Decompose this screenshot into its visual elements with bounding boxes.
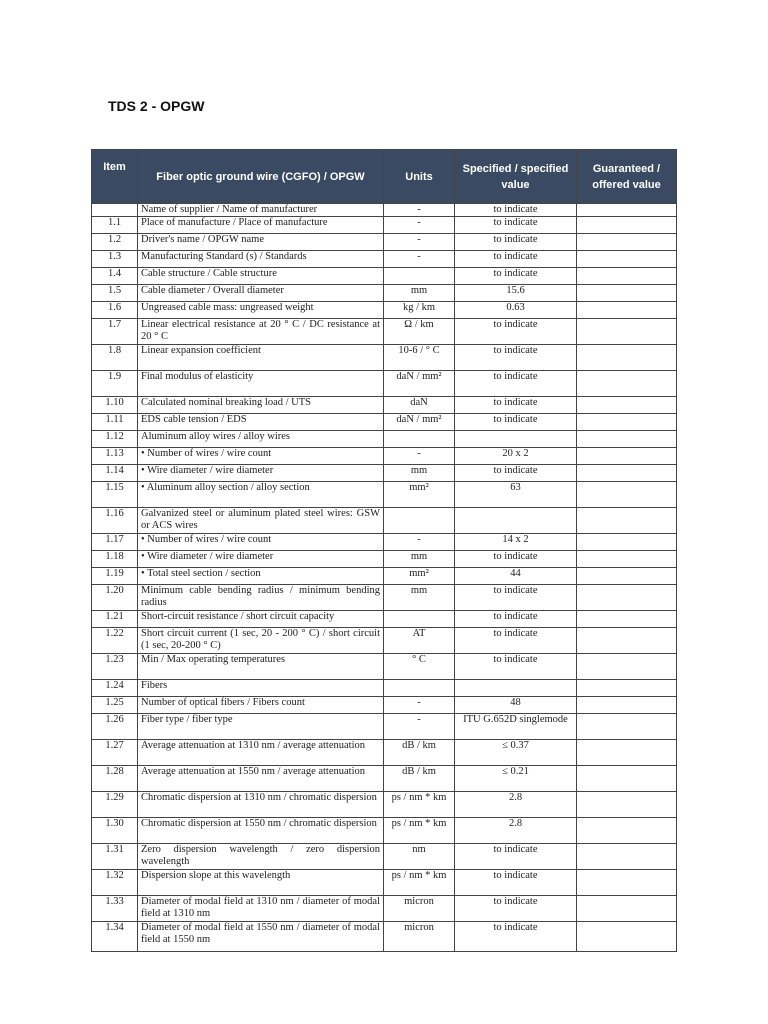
row-item-number: 1.34 bbox=[92, 922, 138, 952]
row-item-number: 1.24 bbox=[92, 680, 138, 697]
row-guaranteed-value bbox=[577, 431, 677, 448]
row-description: Manufacturing Standard (s) / Standards bbox=[138, 251, 384, 268]
row-guaranteed-value bbox=[577, 792, 677, 818]
row-description: • Number of wires / wire count bbox=[138, 448, 384, 465]
row-description: Number of optical fibers / Fibers count bbox=[138, 697, 384, 714]
row-description: Chromatic dispersion at 1550 nm / chromatic dispersion bbox=[138, 818, 384, 844]
row-guaranteed-value bbox=[577, 628, 677, 654]
row-unit: AT bbox=[384, 628, 455, 654]
header-row bbox=[92, 150, 677, 204]
row-specified-value: to indicate bbox=[455, 319, 577, 345]
row-description: • Wire diameter / wire diameter bbox=[138, 465, 384, 482]
row-specified-value: to indicate bbox=[455, 585, 577, 611]
row-description: Cable structure / Cable structure bbox=[138, 268, 384, 285]
header-item: Item bbox=[92, 150, 138, 204]
table-row bbox=[92, 448, 677, 465]
row-specified-value: 2.8 bbox=[455, 792, 577, 818]
row-item-number: 1.1 bbox=[92, 217, 138, 234]
row-unit: 10-6 / ° C bbox=[384, 345, 455, 371]
row-description: Ungreased cable mass: ungreased weight bbox=[138, 302, 384, 319]
row-guaranteed-value bbox=[577, 204, 677, 217]
table-row bbox=[92, 697, 677, 714]
row-guaranteed-value bbox=[577, 585, 677, 611]
table-row bbox=[92, 371, 677, 397]
row-item-number: 1.25 bbox=[92, 697, 138, 714]
row-item-number: 1.22 bbox=[92, 628, 138, 654]
row-guaranteed-value bbox=[577, 371, 677, 397]
table-row bbox=[92, 568, 677, 585]
row-guaranteed-value bbox=[577, 818, 677, 844]
row-specified-value bbox=[455, 508, 577, 534]
row-description: Chromatic dispersion at 1310 nm / chromatic dispersion bbox=[138, 792, 384, 818]
row-description: Minimum cable bending radius / minimum bending radius bbox=[138, 585, 384, 611]
row-description: Linear electrical resistance at 20 ° C / DC resistance at 20 ° C bbox=[138, 319, 384, 345]
table-row bbox=[92, 628, 677, 654]
row-description: Short circuit current (1 sec, 20 - 200 ° C) / short circuit (1 sec, 20-200 ° C) bbox=[138, 628, 384, 654]
table-row bbox=[92, 534, 677, 551]
row-specified-value: 15.6 bbox=[455, 285, 577, 302]
header-description: Fiber optic ground wire (CGFO) / OPGW bbox=[138, 150, 384, 204]
table-row bbox=[92, 766, 677, 792]
row-unit: ps / nm * km bbox=[384, 818, 455, 844]
row-item-number: 1.6 bbox=[92, 302, 138, 319]
row-description: Driver's name / OPGW name bbox=[138, 234, 384, 251]
row-item-number: 1.11 bbox=[92, 414, 138, 431]
row-guaranteed-value bbox=[577, 285, 677, 302]
row-description: Cable diameter / Overall diameter bbox=[138, 285, 384, 302]
row-guaranteed-value bbox=[577, 766, 677, 792]
row-guaranteed-value bbox=[577, 714, 677, 740]
row-unit: ps / nm * km bbox=[384, 870, 455, 896]
row-description: • Wire diameter / wire diameter bbox=[138, 551, 384, 568]
row-specified-value: to indicate bbox=[455, 345, 577, 371]
row-description: Place of manufacture / Place of manufacture bbox=[138, 217, 384, 234]
row-unit: - bbox=[384, 714, 455, 740]
row-specified-value: to indicate bbox=[455, 844, 577, 870]
row-guaranteed-value bbox=[577, 234, 677, 251]
table-row bbox=[92, 818, 677, 844]
row-item-number bbox=[92, 204, 138, 217]
row-item-number: 1.27 bbox=[92, 740, 138, 766]
row-specified-value: to indicate bbox=[455, 414, 577, 431]
row-guaranteed-value bbox=[577, 482, 677, 508]
header-units: Units bbox=[384, 150, 455, 204]
table-row bbox=[92, 792, 677, 818]
row-description: Diameter of modal field at 1550 nm / diameter of modal field at 1550 nm bbox=[138, 922, 384, 952]
row-description: Min / Max operating temperatures bbox=[138, 654, 384, 680]
row-specified-value: ≤ 0.37 bbox=[455, 740, 577, 766]
row-guaranteed-value bbox=[577, 217, 677, 234]
row-specified-value: to indicate bbox=[455, 397, 577, 414]
table-row bbox=[92, 508, 677, 534]
row-item-number: 1.9 bbox=[92, 371, 138, 397]
row-unit: mm bbox=[384, 585, 455, 611]
row-unit: ° C bbox=[384, 654, 455, 680]
header-specified: Specified / specified value bbox=[455, 150, 577, 204]
row-specified-value: to indicate bbox=[455, 628, 577, 654]
row-item-number: 1.21 bbox=[92, 611, 138, 628]
table-row bbox=[92, 345, 677, 371]
row-specified-value: 44 bbox=[455, 568, 577, 585]
row-guaranteed-value bbox=[577, 551, 677, 568]
row-description: Name of supplier / Name of manufacturer bbox=[138, 204, 384, 217]
table-row bbox=[92, 654, 677, 680]
row-specified-value: to indicate bbox=[455, 371, 577, 397]
row-item-number: 1.4 bbox=[92, 268, 138, 285]
row-unit: - bbox=[384, 251, 455, 268]
table-row bbox=[92, 585, 677, 611]
row-description: Linear expansion coefficient bbox=[138, 345, 384, 371]
row-specified-value: to indicate bbox=[455, 922, 577, 952]
row-description: • Number of wires / wire count bbox=[138, 534, 384, 551]
table-row bbox=[92, 740, 677, 766]
row-unit bbox=[384, 680, 455, 697]
row-specified-value: to indicate bbox=[455, 204, 577, 217]
row-guaranteed-value bbox=[577, 465, 677, 482]
row-item-number: 1.8 bbox=[92, 345, 138, 371]
row-specified-value: to indicate bbox=[455, 217, 577, 234]
row-description: Calculated nominal breaking load / UTS bbox=[138, 397, 384, 414]
row-specified-value bbox=[455, 431, 577, 448]
row-item-number: 1.23 bbox=[92, 654, 138, 680]
row-unit: kg / km bbox=[384, 302, 455, 319]
row-guaranteed-value bbox=[577, 302, 677, 319]
row-specified-value: to indicate bbox=[455, 465, 577, 482]
row-item-number: 1.10 bbox=[92, 397, 138, 414]
row-unit: - bbox=[384, 217, 455, 234]
row-description: Aluminum alloy wires / alloy wires bbox=[138, 431, 384, 448]
table-row bbox=[92, 414, 677, 431]
row-guaranteed-value bbox=[577, 534, 677, 551]
row-description: Average attenuation at 1550 nm / average attenuation bbox=[138, 766, 384, 792]
table-row bbox=[92, 482, 677, 508]
row-description: Diameter of modal field at 1310 nm / diameter of modal field at 1310 nm bbox=[138, 896, 384, 922]
row-guaranteed-value bbox=[577, 268, 677, 285]
table-row bbox=[92, 870, 677, 896]
row-description: • Total steel section / section bbox=[138, 568, 384, 585]
row-unit: dB / km bbox=[384, 740, 455, 766]
table-row bbox=[92, 896, 677, 922]
row-specified-value: 63 bbox=[455, 482, 577, 508]
row-guaranteed-value bbox=[577, 508, 677, 534]
table-row bbox=[92, 268, 677, 285]
row-unit: micron bbox=[384, 922, 455, 952]
table-row bbox=[92, 431, 677, 448]
row-specified-value: ≤ 0.21 bbox=[455, 766, 577, 792]
row-guaranteed-value bbox=[577, 448, 677, 465]
row-specified-value: to indicate bbox=[455, 654, 577, 680]
row-description: Dispersion slope at this wavelength bbox=[138, 870, 384, 896]
table-row bbox=[92, 217, 677, 234]
row-description: Galvanized steel or aluminum plated steel wires: GSW or ACS wires bbox=[138, 508, 384, 534]
row-item-number: 1.13 bbox=[92, 448, 138, 465]
row-item-number: 1.3 bbox=[92, 251, 138, 268]
table-row bbox=[92, 302, 677, 319]
row-guaranteed-value bbox=[577, 740, 677, 766]
row-guaranteed-value bbox=[577, 397, 677, 414]
row-item-number: 1.5 bbox=[92, 285, 138, 302]
row-specified-value: to indicate bbox=[455, 234, 577, 251]
table-row bbox=[92, 397, 677, 414]
row-unit: - bbox=[384, 697, 455, 714]
row-guaranteed-value bbox=[577, 345, 677, 371]
row-unit bbox=[384, 268, 455, 285]
table-row bbox=[92, 714, 677, 740]
row-specified-value: 2.8 bbox=[455, 818, 577, 844]
row-specified-value: to indicate bbox=[455, 870, 577, 896]
row-item-number: 1.32 bbox=[92, 870, 138, 896]
row-item-number: 1.14 bbox=[92, 465, 138, 482]
row-unit: mm² bbox=[384, 568, 455, 585]
row-unit bbox=[384, 611, 455, 628]
row-item-number: 1.16 bbox=[92, 508, 138, 534]
row-unit: nm bbox=[384, 844, 455, 870]
row-specified-value: to indicate bbox=[455, 268, 577, 285]
row-specified-value: to indicate bbox=[455, 251, 577, 268]
row-item-number: 1.31 bbox=[92, 844, 138, 870]
row-guaranteed-value bbox=[577, 844, 677, 870]
row-specified-value: to indicate bbox=[455, 611, 577, 628]
table-row bbox=[92, 611, 677, 628]
row-unit: - bbox=[384, 204, 455, 217]
row-specified-value: 0.63 bbox=[455, 302, 577, 319]
row-specified-value bbox=[455, 680, 577, 697]
row-unit: mm bbox=[384, 285, 455, 302]
row-description: Average attenuation at 1310 nm / average attenuation bbox=[138, 740, 384, 766]
row-item-number: 1.30 bbox=[92, 818, 138, 844]
row-unit: - bbox=[384, 234, 455, 251]
row-specified-value: to indicate bbox=[455, 551, 577, 568]
row-item-number: 1.33 bbox=[92, 896, 138, 922]
row-description: Fibers bbox=[138, 680, 384, 697]
row-item-number: 1.18 bbox=[92, 551, 138, 568]
row-unit: - bbox=[384, 534, 455, 551]
row-specified-value: to indicate bbox=[455, 896, 577, 922]
spec-table bbox=[91, 149, 677, 952]
table-row bbox=[92, 251, 677, 268]
row-unit bbox=[384, 508, 455, 534]
row-unit bbox=[384, 431, 455, 448]
row-specified-value: ITU G.652D singlemode bbox=[455, 714, 577, 740]
row-unit: Ω / km bbox=[384, 319, 455, 345]
row-guaranteed-value bbox=[577, 680, 677, 697]
table-row bbox=[92, 551, 677, 568]
table-row bbox=[92, 319, 677, 345]
row-guaranteed-value bbox=[577, 870, 677, 896]
table-row bbox=[92, 204, 677, 217]
table-row bbox=[92, 285, 677, 302]
row-unit: daN / mm² bbox=[384, 414, 455, 431]
row-guaranteed-value bbox=[577, 568, 677, 585]
row-unit: micron bbox=[384, 896, 455, 922]
row-description: Fiber type / fiber type bbox=[138, 714, 384, 740]
row-guaranteed-value bbox=[577, 611, 677, 628]
row-specified-value: 48 bbox=[455, 697, 577, 714]
table-row bbox=[92, 234, 677, 251]
row-item-number: 1.26 bbox=[92, 714, 138, 740]
row-guaranteed-value bbox=[577, 922, 677, 952]
table-row bbox=[92, 922, 677, 952]
row-item-number: 1.12 bbox=[92, 431, 138, 448]
table-row bbox=[92, 465, 677, 482]
row-item-number: 1.7 bbox=[92, 319, 138, 345]
row-guaranteed-value bbox=[577, 697, 677, 714]
table-row bbox=[92, 844, 677, 870]
row-item-number: 1.29 bbox=[92, 792, 138, 818]
row-description: • Aluminum alloy section / alloy section bbox=[138, 482, 384, 508]
row-unit: dB / km bbox=[384, 766, 455, 792]
row-guaranteed-value bbox=[577, 414, 677, 431]
row-item-number: 1.19 bbox=[92, 568, 138, 585]
row-unit: daN bbox=[384, 397, 455, 414]
row-unit: mm² bbox=[384, 482, 455, 508]
row-item-number: 1.20 bbox=[92, 585, 138, 611]
row-description: Final modulus of elasticity bbox=[138, 371, 384, 397]
header-guaranteed: Guaranteed / offered value bbox=[577, 150, 677, 204]
row-guaranteed-value bbox=[577, 251, 677, 268]
row-guaranteed-value bbox=[577, 896, 677, 922]
row-description: EDS cable tension / EDS bbox=[138, 414, 384, 431]
row-item-number: 1.15 bbox=[92, 482, 138, 508]
table-row bbox=[92, 680, 677, 697]
row-guaranteed-value bbox=[577, 654, 677, 680]
row-description: Zero dispersion wavelength / zero dispersion wavelength bbox=[138, 844, 384, 870]
row-guaranteed-value bbox=[577, 319, 677, 345]
row-unit: ps / nm * km bbox=[384, 792, 455, 818]
page-title: TDS 2 - OPGW bbox=[108, 98, 205, 114]
row-unit: - bbox=[384, 448, 455, 465]
row-item-number: 1.28 bbox=[92, 766, 138, 792]
row-item-number: 1.2 bbox=[92, 234, 138, 251]
row-specified-value: 14 x 2 bbox=[455, 534, 577, 551]
row-unit: daN / mm² bbox=[384, 371, 455, 397]
row-unit: mm bbox=[384, 465, 455, 482]
row-unit: mm bbox=[384, 551, 455, 568]
row-item-number: 1.17 bbox=[92, 534, 138, 551]
row-specified-value: 20 x 2 bbox=[455, 448, 577, 465]
row-description: Short-circuit resistance / short circuit capacity bbox=[138, 611, 384, 628]
